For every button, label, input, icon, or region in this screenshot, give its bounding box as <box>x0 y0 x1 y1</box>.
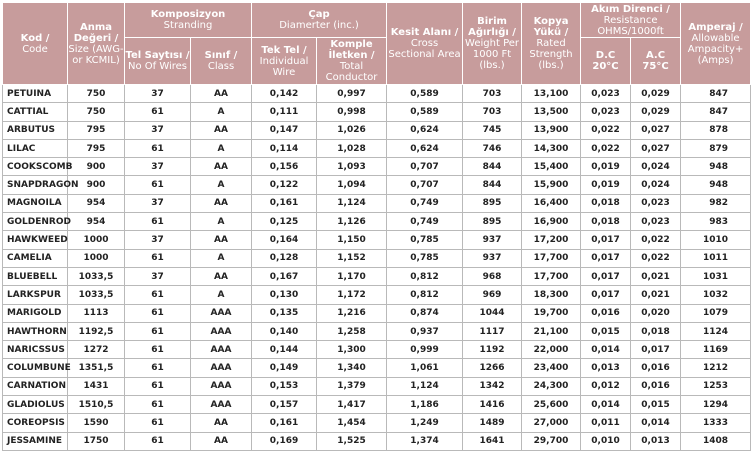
cell-weight: 937 <box>463 231 522 249</box>
cell-weight: 844 <box>463 176 522 194</box>
cell-cross-sectional-area: 0,812 <box>387 286 463 304</box>
cell-ampacity: 1333 <box>681 414 751 432</box>
cell-class: AA <box>191 231 252 249</box>
cell-no-of-wires: 61 <box>125 249 191 267</box>
cell-class: A <box>191 176 252 194</box>
cell-cross-sectional-area: 0,937 <box>387 322 463 340</box>
table-row <box>3 194 751 212</box>
cell-dc-resistance: 0,018 <box>581 213 631 231</box>
cell-ampacity: 847 <box>681 85 751 103</box>
cell-ac-resistance: 0,016 <box>631 359 681 377</box>
cell-ampacity: 1011 <box>681 249 751 267</box>
cell-weight: 895 <box>463 194 522 212</box>
cell-total-conductor: 1,152 <box>317 249 387 267</box>
cell-cross-sectional-area: 0,874 <box>387 304 463 322</box>
cell-code: JESSAMINE <box>3 432 68 450</box>
cell-ampacity: 1010 <box>681 231 751 249</box>
cell-size: 750 <box>68 103 125 121</box>
cell-individual-wire: 0,144 <box>252 341 317 359</box>
cell-class: AA <box>191 267 252 285</box>
cell-code: ARBUTUS <box>3 121 68 139</box>
cell-ac-resistance: 0,017 <box>631 341 681 359</box>
cell-code: CATTIAL <box>3 103 68 121</box>
cell-code: COREOPSIS <box>3 414 68 432</box>
cell-individual-wire: 0,114 <box>252 139 317 157</box>
cell-rated-strength: 17,700 <box>522 267 581 285</box>
cell-code: COLUMBUNE <box>3 359 68 377</box>
cell-individual-wire: 0,128 <box>252 249 317 267</box>
cell-total-conductor: 1,172 <box>317 286 387 304</box>
cell-size: 1431 <box>68 377 125 395</box>
cell-total-conductor: 1,417 <box>317 396 387 414</box>
cell-ac-resistance: 0,014 <box>631 414 681 432</box>
cell-code: MARIGOLD <box>3 304 68 322</box>
cell-ac-resistance: 0,016 <box>631 377 681 395</box>
table-row <box>3 359 751 377</box>
cell-ampacity: 1253 <box>681 377 751 395</box>
cell-no-of-wires: 37 <box>125 194 191 212</box>
cell-rated-strength: 17,700 <box>522 249 581 267</box>
cell-weight: 1044 <box>463 304 522 322</box>
cell-no-of-wires: 37 <box>125 85 191 103</box>
cell-individual-wire: 0,167 <box>252 267 317 285</box>
cell-class: AA <box>191 158 252 176</box>
cell-rated-strength: 21,100 <box>522 322 581 340</box>
cell-no-of-wires: 61 <box>125 396 191 414</box>
cell-cross-sectional-area: 1,124 <box>387 377 463 395</box>
cell-code: PETUINA <box>3 85 68 103</box>
cell-rated-strength: 16,900 <box>522 213 581 231</box>
cell-no-of-wires: 37 <box>125 267 191 285</box>
header-ampacity: Amperaj / Allowable Ampacity+ (Amps) <box>681 3 751 85</box>
cell-weight: 703 <box>463 103 522 121</box>
cell-size: 900 <box>68 158 125 176</box>
cell-size: 1000 <box>68 249 125 267</box>
cell-cross-sectional-area: 1,374 <box>387 432 463 450</box>
cell-class: AAA <box>191 341 252 359</box>
cell-individual-wire: 0,125 <box>252 213 317 231</box>
cell-ampacity: 948 <box>681 176 751 194</box>
cell-class: A <box>191 139 252 157</box>
cell-ampacity: 847 <box>681 103 751 121</box>
cell-rated-strength: 23,400 <box>522 359 581 377</box>
cell-cross-sectional-area: 0,589 <box>387 103 463 121</box>
cell-individual-wire: 0,140 <box>252 322 317 340</box>
cell-ac-resistance: 0,024 <box>631 158 681 176</box>
cell-total-conductor: 1,300 <box>317 341 387 359</box>
table-row <box>3 103 751 121</box>
cell-ac-resistance: 0,027 <box>631 139 681 157</box>
cell-no-of-wires: 61 <box>125 139 191 157</box>
cell-individual-wire: 0,147 <box>252 121 317 139</box>
cell-ampacity: 983 <box>681 213 751 231</box>
cell-size: 1192,5 <box>68 322 125 340</box>
cell-size: 1033,5 <box>68 286 125 304</box>
cell-cross-sectional-area: 0,749 <box>387 213 463 231</box>
cell-code: CAMELIA <box>3 249 68 267</box>
cell-cross-sectional-area: 0,749 <box>387 194 463 212</box>
cell-ac-resistance: 0,021 <box>631 267 681 285</box>
cell-cross-sectional-area: 0,624 <box>387 139 463 157</box>
cell-size: 750 <box>68 85 125 103</box>
cell-individual-wire: 0,122 <box>252 176 317 194</box>
cell-dc-resistance: 0,013 <box>581 359 631 377</box>
cell-rated-strength: 13,100 <box>522 85 581 103</box>
cell-size: 1033,5 <box>68 267 125 285</box>
cell-total-conductor: 1,124 <box>317 194 387 212</box>
conductor-spec-table <box>2 2 751 451</box>
table-row <box>3 85 751 103</box>
cell-dc-resistance: 0,022 <box>581 121 631 139</box>
cell-individual-wire: 0,157 <box>252 396 317 414</box>
cell-no-of-wires: 61 <box>125 176 191 194</box>
cell-individual-wire: 0,153 <box>252 377 317 395</box>
cell-code: NARICSSUS <box>3 341 68 359</box>
cell-rated-strength: 19,700 <box>522 304 581 322</box>
cell-ampacity: 1032 <box>681 286 751 304</box>
cell-rated-strength: 24,300 <box>522 377 581 395</box>
header-no-of-wires: Tel Saytısı / No Of Wires <box>125 38 191 85</box>
cell-class: AAA <box>191 377 252 395</box>
cell-size: 1113 <box>68 304 125 322</box>
cell-code: HAWKWEED <box>3 231 68 249</box>
cell-rated-strength: 16,400 <box>522 194 581 212</box>
cell-class: AA <box>191 414 252 432</box>
cell-rated-strength: 13,900 <box>522 121 581 139</box>
cell-dc-resistance: 0,019 <box>581 176 631 194</box>
table-row <box>3 304 751 322</box>
cell-dc-resistance: 0,017 <box>581 249 631 267</box>
cell-total-conductor: 1,454 <box>317 414 387 432</box>
header-weight: Birim Ağırlığı / Weight Per 1000 Ft (lbs.) <box>463 3 522 85</box>
cell-individual-wire: 0,164 <box>252 231 317 249</box>
cell-dc-resistance: 0,014 <box>581 396 631 414</box>
cell-weight: 1192 <box>463 341 522 359</box>
cell-size: 1000 <box>68 231 125 249</box>
cell-ac-resistance: 0,024 <box>631 176 681 194</box>
header-total-conductor: Komple İletken / Total Conductor <box>317 38 387 85</box>
table-row <box>3 377 751 395</box>
cell-total-conductor: 1,379 <box>317 377 387 395</box>
cell-class: AA <box>191 432 252 450</box>
cell-ac-resistance: 0,023 <box>631 213 681 231</box>
cell-cross-sectional-area: 1,186 <box>387 396 463 414</box>
header-stranding: Komposizyon Stranding <box>125 3 252 38</box>
header-individual-wire: Tek Tel / Individual Wire <box>252 38 317 85</box>
cell-weight: 1641 <box>463 432 522 450</box>
cell-size: 954 <box>68 194 125 212</box>
cell-no-of-wires: 61 <box>125 414 191 432</box>
cell-ampacity: 878 <box>681 121 751 139</box>
cell-individual-wire: 0,156 <box>252 158 317 176</box>
cell-code: GLADIOLUS <box>3 396 68 414</box>
cell-individual-wire: 0,142 <box>252 85 317 103</box>
table-row <box>3 322 751 340</box>
cell-size: 1590 <box>68 414 125 432</box>
table-row <box>3 396 751 414</box>
table-row <box>3 267 751 285</box>
cell-ampacity: 982 <box>681 194 751 212</box>
cell-weight: 1416 <box>463 396 522 414</box>
cell-code: SNAPDRAGON <box>3 176 68 194</box>
cell-code: MAGNOILA <box>3 194 68 212</box>
cell-code: COOKSCOMB <box>3 158 68 176</box>
header-rated-strength: Kopya Yükü / Rated Strength (lbs.) <box>522 3 581 85</box>
cell-dc-resistance: 0,010 <box>581 432 631 450</box>
header-code: Kod / Code <box>3 3 68 85</box>
cell-size: 1750 <box>68 432 125 450</box>
cell-weight: 844 <box>463 158 522 176</box>
cell-weight: 895 <box>463 213 522 231</box>
cell-cross-sectional-area: 0,812 <box>387 267 463 285</box>
cell-ac-resistance: 0,013 <box>631 432 681 450</box>
table-row <box>3 249 751 267</box>
cell-total-conductor: 1,525 <box>317 432 387 450</box>
cell-dc-resistance: 0,015 <box>581 322 631 340</box>
table-body <box>3 85 751 451</box>
cell-code: LARKSPUR <box>3 286 68 304</box>
cell-rated-strength: 29,700 <box>522 432 581 450</box>
cell-class: A <box>191 213 252 231</box>
cell-size: 1351,5 <box>68 359 125 377</box>
cell-class: A <box>191 286 252 304</box>
cell-dc-resistance: 0,017 <box>581 286 631 304</box>
cell-code: HAWTHORN <box>3 322 68 340</box>
table-row <box>3 176 751 194</box>
cell-ampacity: 1408 <box>681 432 751 450</box>
cell-ampacity: 1124 <box>681 322 751 340</box>
cell-class: A <box>191 103 252 121</box>
cell-weight: 969 <box>463 286 522 304</box>
cell-individual-wire: 0,161 <box>252 194 317 212</box>
cell-code: GOLDENROD <box>3 213 68 231</box>
cell-total-conductor: 1,170 <box>317 267 387 285</box>
cell-ampacity: 1031 <box>681 267 751 285</box>
cell-cross-sectional-area: 0,707 <box>387 158 463 176</box>
cell-ac-resistance: 0,029 <box>631 85 681 103</box>
cell-individual-wire: 0,135 <box>252 304 317 322</box>
cell-weight: 968 <box>463 267 522 285</box>
cell-ampacity: 948 <box>681 158 751 176</box>
cell-rated-strength: 27,000 <box>522 414 581 432</box>
table-row <box>3 231 751 249</box>
cell-no-of-wires: 61 <box>125 213 191 231</box>
cell-rated-strength: 15,900 <box>522 176 581 194</box>
cell-size: 900 <box>68 176 125 194</box>
header-diameter: Çap Diamerter (inc.) <box>252 3 387 38</box>
table-row <box>3 121 751 139</box>
table-row <box>3 158 751 176</box>
cell-ac-resistance: 0,022 <box>631 231 681 249</box>
cell-rated-strength: 17,200 <box>522 231 581 249</box>
cell-cross-sectional-area: 0,999 <box>387 341 463 359</box>
cell-total-conductor: 1,026 <box>317 121 387 139</box>
cell-dc-resistance: 0,019 <box>581 158 631 176</box>
cell-weight: 937 <box>463 249 522 267</box>
header-dc-resistance: D.C 20°C <box>581 38 631 85</box>
cell-ac-resistance: 0,023 <box>631 194 681 212</box>
cell-cross-sectional-area: 1,249 <box>387 414 463 432</box>
cell-ac-resistance: 0,020 <box>631 304 681 322</box>
cell-class: AA <box>191 194 252 212</box>
cell-ampacity: 1169 <box>681 341 751 359</box>
cell-total-conductor: 1,150 <box>317 231 387 249</box>
cell-no-of-wires: 61 <box>125 103 191 121</box>
cell-total-conductor: 0,998 <box>317 103 387 121</box>
cell-size: 1272 <box>68 341 125 359</box>
table-row <box>3 286 751 304</box>
cell-no-of-wires: 61 <box>125 286 191 304</box>
cell-individual-wire: 0,130 <box>252 286 317 304</box>
table-row <box>3 432 751 450</box>
cell-dc-resistance: 0,016 <box>581 304 631 322</box>
cell-ac-resistance: 0,022 <box>631 249 681 267</box>
cell-individual-wire: 0,111 <box>252 103 317 121</box>
cell-no-of-wires: 37 <box>125 231 191 249</box>
cell-ac-resistance: 0,027 <box>631 121 681 139</box>
cell-rated-strength: 13,500 <box>522 103 581 121</box>
cell-class: AAA <box>191 322 252 340</box>
cell-dc-resistance: 0,018 <box>581 194 631 212</box>
table-row <box>3 139 751 157</box>
cell-individual-wire: 0,169 <box>252 432 317 450</box>
cell-total-conductor: 1,028 <box>317 139 387 157</box>
cell-no-of-wires: 61 <box>125 341 191 359</box>
cell-class: AA <box>191 121 252 139</box>
cell-rated-strength: 22,000 <box>522 341 581 359</box>
cell-code: LILAC <box>3 139 68 157</box>
cell-cross-sectional-area: 1,061 <box>387 359 463 377</box>
cell-ac-resistance: 0,018 <box>631 322 681 340</box>
header-cross-sectional-area: Kesit Alanı / Cross Sectional Area <box>387 3 463 85</box>
table-row <box>3 213 751 231</box>
cell-no-of-wires: 61 <box>125 377 191 395</box>
cell-total-conductor: 1,126 <box>317 213 387 231</box>
cell-cross-sectional-area: 0,707 <box>387 176 463 194</box>
cell-total-conductor: 1,093 <box>317 158 387 176</box>
cell-no-of-wires: 61 <box>125 304 191 322</box>
cell-code: BLUEBELL <box>3 267 68 285</box>
cell-total-conductor: 1,094 <box>317 176 387 194</box>
cell-ampacity: 1212 <box>681 359 751 377</box>
cell-individual-wire: 0,161 <box>252 414 317 432</box>
cell-dc-resistance: 0,022 <box>581 139 631 157</box>
cell-dc-resistance: 0,012 <box>581 377 631 395</box>
cell-no-of-wires: 61 <box>125 359 191 377</box>
cell-no-of-wires: 61 <box>125 432 191 450</box>
cell-no-of-wires: 37 <box>125 158 191 176</box>
cell-cross-sectional-area: 0,589 <box>387 85 463 103</box>
table-row <box>3 414 751 432</box>
cell-ampacity: 1294 <box>681 396 751 414</box>
cell-ac-resistance: 0,021 <box>631 286 681 304</box>
cell-weight: 703 <box>463 85 522 103</box>
cell-total-conductor: 1,340 <box>317 359 387 377</box>
cell-ac-resistance: 0,015 <box>631 396 681 414</box>
cell-weight: 1117 <box>463 322 522 340</box>
cell-dc-resistance: 0,014 <box>581 341 631 359</box>
cell-size: 1510,5 <box>68 396 125 414</box>
cell-rated-strength: 18,300 <box>522 286 581 304</box>
cell-class: A <box>191 249 252 267</box>
header-class: Sınıf / Class <box>191 38 252 85</box>
cell-size: 795 <box>68 139 125 157</box>
header-resistance: Akım Direnci / Resistance OHMS/1000ft <box>581 3 681 38</box>
cell-dc-resistance: 0,023 <box>581 103 631 121</box>
cell-weight: 1489 <box>463 414 522 432</box>
cell-individual-wire: 0,149 <box>252 359 317 377</box>
cell-cross-sectional-area: 0,785 <box>387 231 463 249</box>
cell-weight: 1342 <box>463 377 522 395</box>
cell-code: CARNATION <box>3 377 68 395</box>
cell-rated-strength: 15,400 <box>522 158 581 176</box>
cell-weight: 1266 <box>463 359 522 377</box>
table-row <box>3 341 751 359</box>
cell-class: AAA <box>191 304 252 322</box>
cell-class: AAA <box>191 359 252 377</box>
cell-dc-resistance: 0,011 <box>581 414 631 432</box>
cell-total-conductor: 0,997 <box>317 85 387 103</box>
cell-no-of-wires: 61 <box>125 322 191 340</box>
cell-ampacity: 1079 <box>681 304 751 322</box>
cell-ac-resistance: 0,029 <box>631 103 681 121</box>
cell-dc-resistance: 0,023 <box>581 85 631 103</box>
cell-dc-resistance: 0,017 <box>581 267 631 285</box>
cell-weight: 746 <box>463 139 522 157</box>
cell-dc-resistance: 0,017 <box>581 231 631 249</box>
cell-class: AA <box>191 85 252 103</box>
cell-size: 954 <box>68 213 125 231</box>
cell-cross-sectional-area: 0,624 <box>387 121 463 139</box>
cell-size: 795 <box>68 121 125 139</box>
cell-weight: 745 <box>463 121 522 139</box>
cell-ampacity: 879 <box>681 139 751 157</box>
cell-rated-strength: 14,300 <box>522 139 581 157</box>
header-size: Anma Değeri / Size (AWG-or KCMIL) <box>68 3 125 85</box>
cell-total-conductor: 1,258 <box>317 322 387 340</box>
header-ac-resistance: A.C 75°C <box>631 38 681 85</box>
cell-rated-strength: 25,600 <box>522 396 581 414</box>
cell-cross-sectional-area: 0,785 <box>387 249 463 267</box>
cell-no-of-wires: 37 <box>125 121 191 139</box>
cell-class: AAA <box>191 396 252 414</box>
cell-total-conductor: 1,216 <box>317 304 387 322</box>
